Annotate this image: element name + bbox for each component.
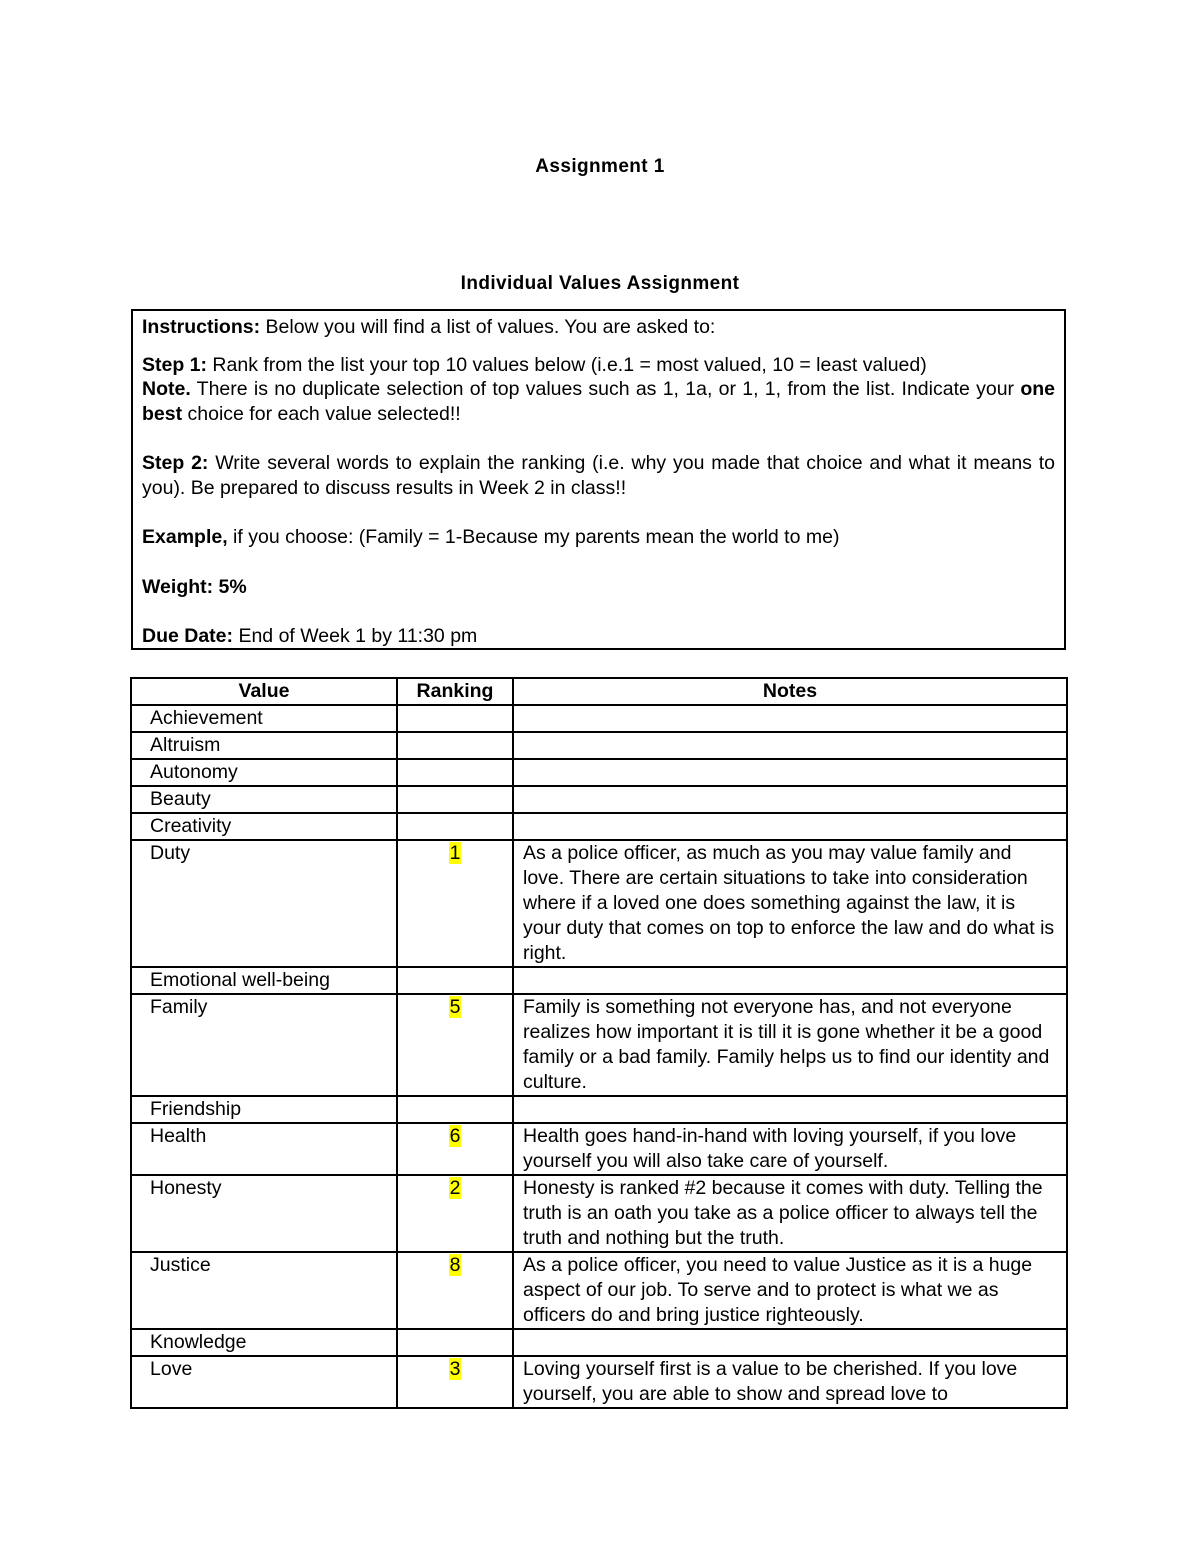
value-cell: Creativity: [131, 813, 397, 840]
table-row: [131, 759, 1067, 786]
ranking-highlight: 5: [449, 996, 461, 1018]
value-cell: Knowledge: [131, 1329, 397, 1356]
value-cell: Emotional well-being: [131, 967, 397, 994]
instructions-intro: Instructions: Below you will find a list of values. You are asked to:: [142, 316, 716, 338]
notes-cell: As a police officer, as much as you may value family and love. There are certain situations to take into consideration where if a loved one does something against the law, it is your duty that comes on top to enforce the law and do what is right.: [513, 840, 1067, 967]
notes-cell: [513, 705, 1067, 732]
step1-text: Step 1: Rank from the list your top 10 values below (i.e.1 = most valued, 10 = least valued) Note. There is no duplicate selection of top values such as 1, 1a, or 1, 1, from the list. Indicate your one best choice for each value selected!!: [142, 353, 1055, 425]
notes-cell: Honesty is ranked #2 because it comes with duty. Telling the truth is an oath you take as a police officer to always tell the truth and nothing but the truth.: [513, 1175, 1067, 1252]
ranking-cell: [397, 1096, 513, 1123]
table-row: [131, 1356, 1067, 1408]
value-cell: Love: [131, 1356, 397, 1408]
notes-cell: [513, 813, 1067, 840]
step2-text: Step 2: Write several words to explain the ranking (i.e. why you made that choice and what it means to you). Be prepared to discuss results in Week 2 in class!!: [142, 452, 1055, 499]
table-row: [131, 732, 1067, 759]
notes-cell: [513, 759, 1067, 786]
table-row: [131, 1123, 1067, 1175]
value-cell: Family: [131, 994, 397, 1096]
ranking-cell: [397, 1356, 513, 1408]
ranking-highlight: 8: [449, 1254, 461, 1276]
ranking-highlight: 3: [449, 1358, 461, 1380]
ranking-highlight: 1: [449, 842, 461, 864]
ranking-cell: [397, 967, 513, 994]
ranking-cell: [397, 1175, 513, 1252]
ranking-cell: [397, 732, 513, 759]
notes-cell: [513, 732, 1067, 759]
value-cell: Altruism: [131, 732, 397, 759]
table-row: [131, 840, 1067, 967]
value-cell: Autonomy: [131, 759, 397, 786]
table-row: [131, 994, 1067, 1096]
due-date-text: Due Date: End of Week 1 by 11:30 pm: [142, 625, 478, 647]
value-cell: Honesty: [131, 1175, 397, 1252]
value-cell: Beauty: [131, 786, 397, 813]
notes-cell: [513, 1329, 1067, 1356]
table-row: [131, 705, 1067, 732]
table-row: [131, 813, 1067, 840]
value-cell: Duty: [131, 840, 397, 967]
notes-cell: [513, 1096, 1067, 1123]
value-cell: Justice: [131, 1252, 397, 1329]
value-cell: Health: [131, 1123, 397, 1175]
notes-cell: Health goes hand-in-hand with loving yourself, if you love yourself you will also take care of yourself.: [513, 1123, 1067, 1175]
notes-cell: Loving yourself first is a value to be cherished. If you love yourself, you are able to show and spread love to: [513, 1356, 1067, 1408]
table-row: [131, 1252, 1067, 1329]
value-cell: Achievement: [131, 705, 397, 732]
notes-cell: [513, 967, 1067, 994]
header-ranking: Ranking: [397, 678, 513, 705]
notes-cell: [513, 786, 1067, 813]
ranking-cell: [397, 1123, 513, 1175]
document-subtitle: Individual Values Assignment: [460, 273, 740, 294]
instructions-box: [131, 309, 1066, 650]
ranking-highlight: 6: [449, 1125, 461, 1147]
table-header-row: [131, 678, 1067, 705]
ranking-cell: [397, 786, 513, 813]
notes-cell: Family is something not everyone has, and not everyone realizes how important it is till it is gone whether it be a good family or a bad family. Family helps us to find our identity and culture.: [513, 994, 1067, 1096]
values-table: [130, 677, 1068, 1409]
notes-cell: As a police officer, you need to value Justice as it is a huge aspect of our job. To serve and to protect is what we as officers do and bring justice righteously.: [513, 1252, 1067, 1329]
document-title: Assignment 1: [535, 156, 665, 177]
ranking-cell: [397, 1329, 513, 1356]
ranking-cell: [397, 759, 513, 786]
ranking-cell: [397, 705, 513, 732]
table-row: [131, 786, 1067, 813]
table-row: [131, 967, 1067, 994]
ranking-cell: [397, 1252, 513, 1329]
ranking-highlight: 2: [449, 1177, 461, 1199]
table-row: [131, 1096, 1067, 1123]
ranking-cell: [397, 994, 513, 1096]
ranking-cell: [397, 813, 513, 840]
value-cell: Friendship: [131, 1096, 397, 1123]
header-notes: Notes: [513, 678, 1067, 705]
table-row: [131, 1175, 1067, 1252]
header-value: Value: [131, 678, 397, 705]
table-row: [131, 1329, 1067, 1356]
weight-text: Weight: 5%: [142, 575, 247, 598]
ranking-cell: [397, 840, 513, 967]
example-text: Example, if you choose: (Family = 1-Because my parents mean the world to me): [142, 526, 840, 548]
